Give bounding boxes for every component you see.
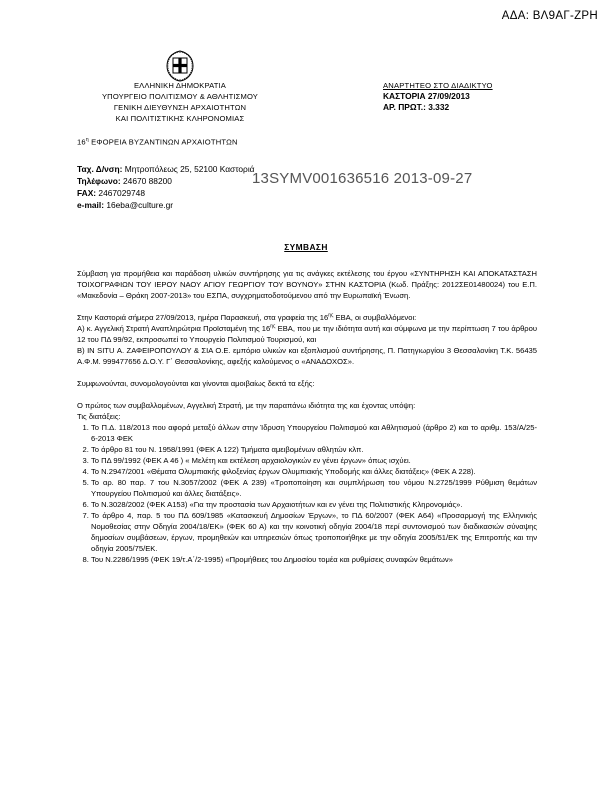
ephoria-title bbox=[77, 137, 238, 147]
ephoria-suffix: η bbox=[85, 137, 89, 143]
protocol-number: ΑΡ. ΠΡΩΤ.: 3.332 bbox=[383, 102, 450, 112]
parties-intro-text: Στην Καστοριά σήμερα 27/09/2013, ημέρα Παρασκευή, στα γραφεία της 16 bbox=[77, 313, 329, 322]
address-value: Μητροπόλεως 25, 52100 Καστοριά bbox=[122, 164, 255, 174]
fax-label: FAX: bbox=[77, 188, 97, 198]
address-line bbox=[77, 163, 255, 175]
issuer-header bbox=[40, 80, 320, 124]
parties-intro-text-end: ΕΒΑ, οι συμβαλλόμενοι: bbox=[333, 313, 417, 322]
first-party-statement: Ο πρώτος των συμβαλλομένων, Αγγελική Στρατή, με την παραπάνω ιδιότητα της και έχοντας υπόψη: bbox=[77, 401, 416, 410]
list-item: 8. Του Ν.2286/1995 (ΦΕΚ 19/τ.Α΄/2-1995) «Προμήθειες του Δημοσίου τομέα και ρυθμίσεις συναφών θεμάτων» bbox=[91, 554, 537, 565]
phone-line bbox=[77, 175, 255, 187]
party-a-sup: ης bbox=[270, 323, 276, 330]
document-title: ΣΥΜΒΑΣΗ bbox=[284, 242, 328, 252]
provisions-list bbox=[77, 422, 537, 565]
parties-intro bbox=[77, 312, 537, 323]
party-a-text: Α) κ. Αγγελική Στρατή Αναπληρώτρια Προϊσταμένη της 16 bbox=[77, 324, 271, 333]
list-item: 4. Το Ν.2947/2001 «Θέματα Ολυμπιακής φιλοξενίας έργων Ολυμπιακής Υποδομής και άλλες διατάξεις» (ΦΕΚ Α 228). bbox=[91, 466, 537, 477]
header-line-republic: ΕΛΛΗΝΙΚΗ ΔΗΜΟΚΡΑΤΙΑ bbox=[133, 81, 227, 90]
document-reference bbox=[383, 80, 583, 113]
intro-paragraph: Σύμβαση για προμήθεια και παράδοση υλικών συντήρησης για τις ανάγκες εκτέλεσης του έργου «ΣΥΝΤΗΡΗΣΗ ΚΑΙ ΑΠΟΚΑΤΑΣΤΑΣΗ ΤΟΙΧΟΓΡΑΦΙΩΝ ΤΟΥ ΙΕΡΟΥ ΝΑΟΥ ΑΓΙΟΥ ΓΕΩΡΓΙΟΥ ΤΟΥ ΒΟΥΝΟΥ» ΣΤΗΝ ΚΑΣΤΟΡΙΑ (Κωδ. Πράξης: 2012ΣΕ01480024) του Ε.Π. «Μακεδονία – Θράκη 2007-2013» του ΕΣΠΑ, συγχρηματοδοτούμενου από την Ευρωπαϊκή Ένωση. bbox=[77, 269, 537, 300]
ephoria-name: ΕΦΟΡΕΙΑ ΒΥΖΑΝΤΙΝΩΝ ΑΡΧΑΙΟΤΗΤΩΝ bbox=[88, 137, 238, 147]
header-line-directorate: ΓΕΝΙΚΗ ΔΙΕΥΘΥΝΣΗ ΑΡΧΑΙΟΤΗΤΩΝ bbox=[113, 103, 247, 112]
fax-line bbox=[77, 187, 255, 199]
provisions-heading: Τις διατάξεις: bbox=[77, 412, 121, 421]
address-label: Ταχ. Δ/νση: bbox=[77, 164, 123, 174]
email-value[interactable]: 16eba@culture.gr bbox=[104, 200, 174, 210]
list-item: 7. Το άρθρο 4, παρ. 5 του ΠΔ 609/1985 «Κατασκευή Δημοσίων Έργων», το ΠΔ 60/2007 (ΦΕΚ Α64) «Προσαρμογή της Ελληνικής Νομοθεσίας στην Οδηγία 2004/18/ΕΚ» (ΦΕΚ 60 Α) και την κοινοτική οδηγία 2004/18 περί συντονισμού των διαδικασιών σύναψης δημοσίων συμβάσεων, έργων, προμηθειών και υπηρεσιών όπως τροποποιήθηκε με την οδηγία 2005/51/ΕΚ της Επιτροπής και την οδηγία 2005/75/ΕΚ. bbox=[91, 510, 537, 554]
header-line-ministry: ΥΠΟΥΡΓΕΙΟ ΠΟΛΙΤΙΣΜΟΥ & ΑΘΛΗΤΙΣΜΟΥ bbox=[101, 92, 259, 101]
phone-value: 24670 88200 bbox=[120, 176, 172, 186]
email-line bbox=[77, 199, 255, 211]
ada-code: ΑΔΑ: ΒΛ9ΑΓ-ΖΡΗ bbox=[501, 10, 598, 22]
party-a-text-end: ΕΒΑ, που με την ιδιότητα αυτή και σύμφωνα με την περίπτωση 7 του άρθρου 12 του ΠΔ 99/92, εκπροσωπεί το Υπουργείο Πολιτισμού Τουρισμού, και bbox=[77, 324, 537, 344]
list-item: 6. Το Ν.3028/2002 (ΦΕΚ Α153) «Για την προστασία των Αρχαιοτήτων και εν γένει της Πολιτιστικής Κληρονομιάς». bbox=[91, 499, 537, 510]
registry-stamp: 13SYMV001636516 2013-09-27 bbox=[252, 170, 473, 187]
list-item: 5. Το αρ. 80 παρ. 7 του Ν.3057/2002 (ΦΕΚ Α 239) «Τροποποίηση και συμπλήρωση του νόμου Ν.2725/1999 Ρύθμιση θεμάτων Υπουργείου Πολιτισμού και άλλες διατάξεις». bbox=[91, 477, 537, 499]
contract-body bbox=[77, 268, 537, 565]
agreement-line: Συμφωνούνται, συνομολογούνται και γίνονται αμοιβαίως δεκτά τα εξής: bbox=[77, 379, 315, 388]
greek-coat-of-arms-icon bbox=[164, 50, 196, 82]
list-item: 1. Το Π.Δ. 118/2013 που αφορά μεταξύ άλλων στην Ίδρυση Υπουργείου Πολιτισμού και Αθλητισμού (άρθρο 2) και το αριθμ. 153/Α/25-6-2013 ΦΕΚ bbox=[91, 422, 537, 444]
parties-intro-sup: ης bbox=[328, 312, 334, 319]
list-item: 2. Το άρθρο 81 του Ν. 1958/1991 (ΦΕΚ Α 122) Τμήματα αμειβομένων αθλητών κλπ. bbox=[91, 444, 537, 455]
party-b: Β) IN SITU Α. ΖΑΦΕΙΡΟΠΟΥΛΟΥ & ΣΙΑ Ο.Ε. εμπόριο υλικών και εξοπλισμού συντήρησης, Π. Πατηγιωργίου 3 Θεσσαλονίκη Τ.Κ. 56435 Α.Φ.Μ. 999477656 Δ.Ο.Υ. Γ΄ Θεσσαλονίκης, αφεξής καλούμενος ο «ΑΝΑΔΟΧΟΣ». bbox=[77, 346, 537, 366]
header-line-heritage: ΚΑΙ ΠΟΛΙΤΙΣΤΙΚΗΣ ΚΛΗΡΟΝΟΜΙΑΣ bbox=[115, 114, 245, 123]
list-item: 3. Το ΠΔ 99/1992 (ΦΕΚ Α 46 ) « Μελέτη και εκτέλεση αρχαιολογικών εν γένει έργων» όπως ισχύει. bbox=[91, 455, 537, 466]
email-label: e-mail: bbox=[77, 200, 104, 210]
fax-value: 2467029748 bbox=[96, 188, 145, 198]
party-a bbox=[77, 323, 537, 345]
contact-block bbox=[77, 163, 255, 211]
ephoria-number: 16 bbox=[77, 137, 86, 147]
place-date: ΚΑΣΤΟΡΙΑ 27/09/2013 bbox=[383, 91, 470, 101]
phone-label: Τηλέφωνο: bbox=[77, 176, 121, 186]
web-publication-note: ΑΝΑΡΤΗΤΕΟ ΣΤΟ ΔΙΑΔΙΚΤΥΟ bbox=[383, 81, 493, 90]
